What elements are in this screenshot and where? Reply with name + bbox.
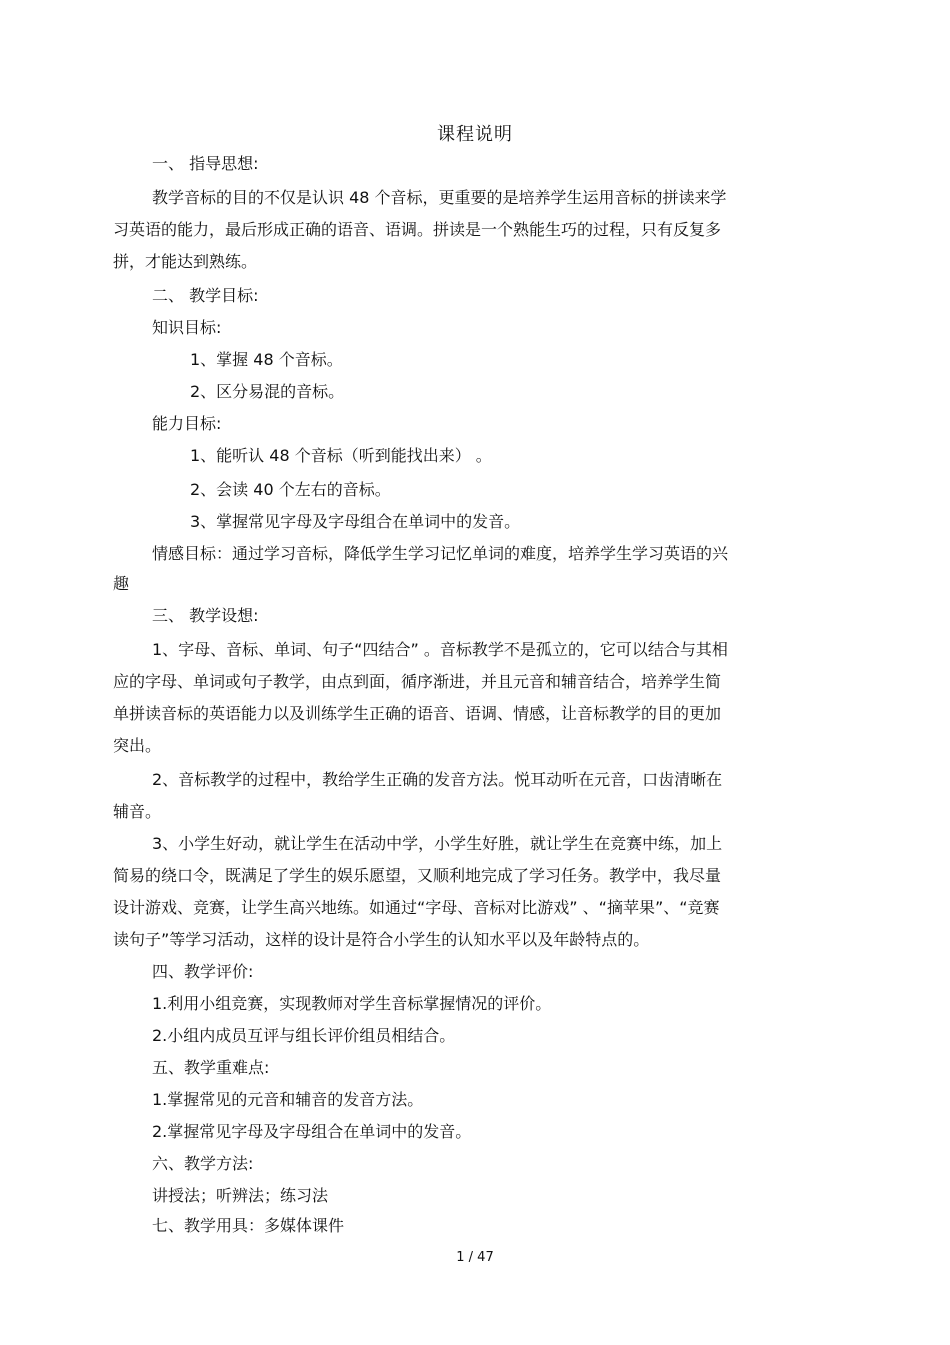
ability-goal-item-1: 1、能听认 48 个音标（听到能找出来） 。 xyxy=(190,446,492,465)
section-1-heading: 一、 指导思想: xyxy=(152,154,259,173)
section-4-heading: 四、教学评价: xyxy=(152,962,254,981)
section-3-p3-line-1: 3、小学生好动，就让学生在活动中学，小学生好胜，就让学生在竞赛中练，加上 xyxy=(152,834,723,853)
section-6-heading: 六、教学方法: xyxy=(152,1154,254,1173)
section-3-p2-line-2: 辅音。 xyxy=(113,802,162,821)
page-number: 1 / 47 xyxy=(456,1250,494,1265)
section-3-p1-line-4: 突出。 xyxy=(113,736,162,755)
section-3-p3-line-3: 设计游戏、竞赛，让学生高兴地练。如通过“字母、音标对比游戏” 、“摘苹果”、“竞赛 xyxy=(113,898,720,917)
section-3-p2-line-1: 2、音标教学的过程中，教给学生正确的发音方法。悦耳动听在元音，口齿清晰在 xyxy=(152,770,723,789)
emotion-goal-line-1: 情感目标：通过学习音标，降低学生学习记忆单词的难度，培养学生学习英语的兴 xyxy=(152,544,729,563)
section-2-heading: 二、 教学目标: xyxy=(152,286,259,305)
section-6-content: 讲授法；听辨法；练习法 xyxy=(152,1186,329,1205)
knowledge-goal-item-2: 2、区分易混的音标。 xyxy=(190,382,345,401)
section-3-p1-line-2: 应的字母、单词或句子教学，由点到面，循序渐进，并且元音和辅音结合，培养学生简 xyxy=(113,672,722,691)
section-7-heading: 七、教学用具：多媒体课件 xyxy=(152,1216,345,1235)
ability-goal-item-2: 2、会读 40 个左右的音标。 xyxy=(190,480,391,499)
section-3-p3-line-4: 读句子”等学习活动，这样的设计是符合小学生的认知水平以及年龄特点的。 xyxy=(113,930,650,949)
ability-goal-item-3: 3、掌握常见字母及字母组合在单词中的发音。 xyxy=(190,512,521,531)
page-title: 课程说明 xyxy=(437,124,513,145)
section-5-item-2: 2.掌握常见字母及字母组合在单词中的发音。 xyxy=(152,1122,472,1141)
ability-goal-label: 能力目标: xyxy=(152,414,222,433)
section-1-line-2: 习英语的能力，最后形成正确的语音、语调。拼读是一个熟能生巧的过程，只有反复多 xyxy=(113,220,722,239)
section-1-line-1: 教学音标的目的不仅是认识 48 个音标，更重要的是培养学生运用音标的拼读来学 xyxy=(152,188,727,207)
section-4-item-2: 2.小组内成员互评与组长评价组员相结合。 xyxy=(152,1026,456,1045)
section-5-item-1: 1.掌握常见的元音和辅音的发音方法。 xyxy=(152,1090,424,1109)
section-1-line-3: 拼，才能达到熟练。 xyxy=(113,252,258,271)
knowledge-goal-label: 知识目标: xyxy=(152,318,222,337)
section-4-item-1: 1.利用小组竞赛，实现教师对学生音标掌握情况的评价。 xyxy=(152,994,552,1013)
section-5-heading: 五、教学重难点: xyxy=(152,1058,270,1077)
section-3-heading: 三、 教学设想: xyxy=(152,606,259,625)
knowledge-goal-item-1: 1、掌握 48 个音标。 xyxy=(190,350,343,369)
emotion-goal-line-2: 趣 xyxy=(113,574,130,593)
section-3-p3-line-2: 简易的绕口令，既满足了学生的娱乐愿望，又顺利地完成了学习任务。教学中，我尽量 xyxy=(113,866,722,885)
section-3-p1-line-3: 单拼读音标的英语能力以及训练学生正确的语音、语调、情感，让音标教学的目的更加 xyxy=(113,704,722,723)
section-3-p1-line-1: 1、字母、音标、单词、句子“四结合” 。音标教学不是孤立的，它可以结合与其相 xyxy=(152,640,728,659)
